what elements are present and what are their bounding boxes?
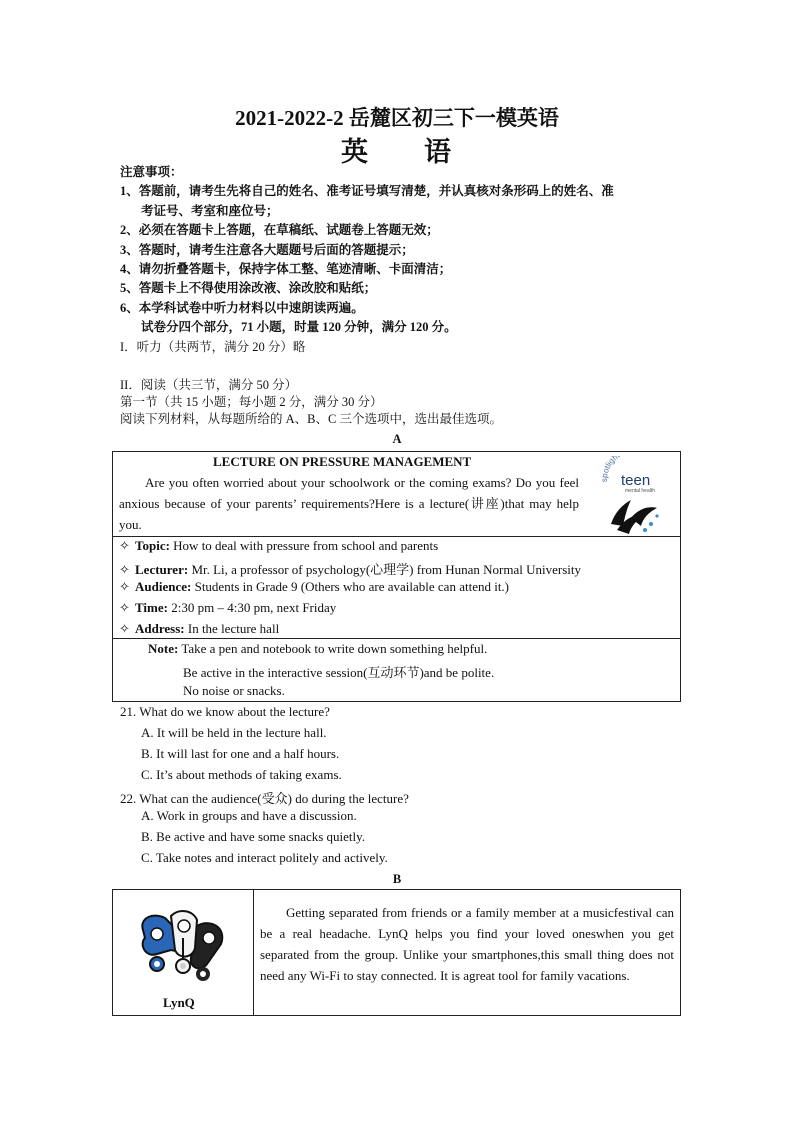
question-21-option-a: A. It will be held in the lecture hall. (141, 725, 327, 740)
notice-item: 4、请勿折叠答题卡，保持字体工整、笔迹清晰、卡面清洁； (120, 262, 452, 277)
item-label: Time: (135, 600, 168, 615)
subject-char-2: 语 (424, 137, 453, 167)
item-label: Lecturer: (135, 562, 189, 577)
passage-label-a: A (392, 432, 402, 446)
question-21-stem: 21. What do we know about the lecture? (120, 704, 330, 719)
lynq-device-image (135, 908, 231, 988)
lecture-intro (119, 472, 579, 535)
reading-section: II．阅读（共三节，满分 50 分） (120, 378, 298, 392)
notice-item: 2、必须在答题卡上答题，在草稿纸、试题卷上答题无效； (120, 223, 439, 238)
lynq-device-icon (135, 908, 231, 988)
notice-item: 试卷分四个部分，71 小题，时量 120 分钟，满分 120 分。 (141, 320, 457, 335)
item-text: How to deal with pressure from school and parents (169, 538, 439, 553)
diamond-bullet-icon: ✧ (119, 562, 130, 577)
item-label: Topic: (135, 538, 170, 553)
passage-b-box (112, 889, 681, 1016)
diamond-bullet-icon: ✧ (119, 579, 130, 594)
lecture-item-audience (119, 579, 509, 595)
divider (113, 536, 680, 537)
lecture-item-time (119, 600, 336, 616)
passage-b-body: Getting separated from friends or a family member at a musicfestival can be a real headache. LynQ helps you find your loved oneswhen you get separated from the group. Unlike your smartphones,this small thing does not need any Wi-Fi to stay connected. It is agreat tool for family vacations. (260, 905, 674, 983)
item-text: Students in Grade 9 (Others who are available can attend it.) (191, 579, 510, 594)
notices-heading: 注意事项： (120, 165, 183, 179)
item-label: Audience: (135, 579, 192, 594)
question-21-option-b: B. It will last for one and a half hours. (141, 746, 340, 761)
logo-sub: mental health (625, 488, 656, 494)
logo-word: teen (621, 472, 651, 489)
item-text: 2:30 pm – 4:30 pm, next Friday (167, 600, 337, 615)
notice-item: 3、答题时，请考生注意各大题题号后面的答题提示； (120, 242, 414, 257)
item-text: In the lecture hall (184, 621, 280, 636)
lecture-item-topic (119, 538, 438, 554)
note-line-1 (148, 641, 487, 657)
part1-heading: 第一节（共 15 小题；每小题 2 分，满分 30 分） (120, 395, 383, 409)
note-line-3: No noise or snacks. (183, 683, 285, 698)
notice-item: 6、本学科试卷中听力材料以中速朗读两遍。 (120, 300, 364, 315)
passage-a-box (112, 451, 681, 702)
lecture-item-lecturer (119, 559, 581, 578)
notice-item: 5、答题卡上不得使用涂改液、涂改胶和贴纸； (120, 281, 377, 296)
diamond-bullet-icon: ✧ (119, 538, 130, 553)
passage-label-b: B (392, 872, 402, 886)
subject-char-1: 英 (341, 137, 370, 167)
exam-title: 2021-2022-2 岳麓区初三下一模英语 (235, 106, 559, 130)
question-22-option-b: B. Be active and have some snacks quietly. (141, 829, 366, 844)
logo-arc-text: otligh (601, 456, 620, 475)
question-22-stem: 22. What can the audience(受众) do during the lecture? (120, 791, 409, 806)
passage-b-text (260, 902, 674, 986)
diamond-bullet-icon: ✧ (119, 600, 130, 615)
reading-instruction: 阅读下列材料，从每题所给的 A、B、C 三个选项中，选出最佳选项。 (120, 412, 502, 426)
notice-item: 考证号、考室和座位号； (141, 203, 279, 218)
lecture-item-address (119, 621, 279, 637)
lecture-intro-text: Are you often worried about your schoolwork or the coming exams? Do you feel anxious because of your parents’ requirements?Here is a lecture(讲座)that may help you. (119, 475, 579, 532)
note-text: Take a pen and notebook to write down something helpful. (181, 641, 488, 656)
question-22-option-a: A. Work in groups and have a discussion. (141, 808, 357, 823)
spotlight-logo-graphic (601, 456, 667, 534)
notices (120, 163, 690, 338)
product-label: LynQ (163, 995, 195, 1010)
spotlight-logo (601, 456, 667, 534)
divider (113, 638, 680, 639)
question-22-option-c: C. Take notes and interact politely and actively. (141, 850, 388, 865)
lecture-title: LECTURE ON PRESSURE MANAGEMENT (213, 454, 472, 469)
column-divider (253, 890, 254, 1015)
question-21-option-c: C. It’s about methods of taking exams. (141, 767, 342, 782)
diamond-bullet-icon: ✧ (119, 621, 130, 636)
item-label: Address: (135, 621, 185, 636)
note-line-2: Be active in the interactive session(互动环节)and be polite. (183, 665, 495, 680)
notice-item: 1、答题前，请考生先将自己的姓名、准考证号填写清楚，并认真核对条形码上的姓名、准 (120, 184, 614, 199)
item-text: Mr. Li, a professor of psychology(心理学) from Hunan Normal University (188, 562, 582, 577)
note-label: Note: (148, 641, 179, 656)
listening-section: I．听力（共两节，满分 20 分）略 (120, 340, 306, 354)
